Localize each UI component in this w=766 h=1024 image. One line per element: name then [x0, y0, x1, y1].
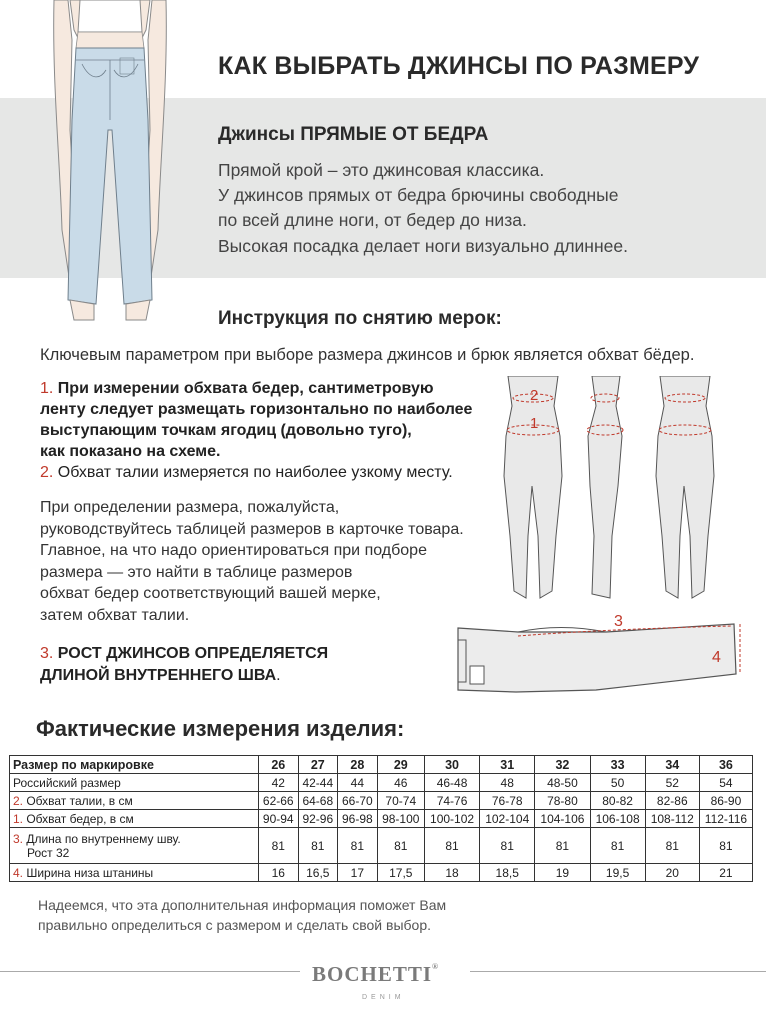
jeans-leg-diagram: [446, 610, 748, 710]
table-cell: 46-48: [424, 774, 479, 792]
model-jeans-illustration: [40, 0, 180, 340]
row-label-text: Обхват бедер, в см: [23, 811, 134, 826]
brand-logo: BOCHETTI®: [312, 962, 440, 986]
size-advice: При определении размера, пожалуйста, руководствуйтесь таблицей размеров в карточке товара. Главное, на что надо ориентироваться при подборе размера — это найти в таблице размеров обхват бедер соответствующий вашей мерке, затем обхват талии.: [40, 499, 464, 624]
table-cell: 66-70: [338, 792, 378, 810]
fit-description: [218, 158, 618, 233]
table-cell: 96-98: [338, 810, 378, 828]
table-cell: 76-78: [480, 792, 535, 810]
table-cell: 18: [424, 864, 479, 882]
row-label: [10, 864, 259, 882]
table-cell: 104-106: [535, 810, 590, 828]
size-header: 34: [645, 756, 699, 774]
table-cell: 81: [424, 828, 479, 864]
row-number: 1.: [13, 811, 24, 826]
table-cell: 62-66: [259, 792, 299, 810]
table-cell: 52: [645, 774, 699, 792]
table-cell: 106-108: [590, 810, 645, 828]
step-number: 1.: [40, 380, 54, 397]
size-header: 33: [590, 756, 645, 774]
key-parameter-text: Ключевым параметром при выборе размера джинсов и брюк является обхват бёдер.: [40, 346, 695, 364]
table-cell: 74-76: [424, 792, 479, 810]
fit-highlight: Высокая посадка делает ноги визуально длиннее.: [218, 236, 628, 256]
instructions-title: Инструкция по снятию мерок:: [218, 308, 502, 329]
page-title: КАК ВЫБРАТЬ ДЖИНСЫ ПО РАЗМЕРУ: [218, 52, 700, 80]
row-label-sub: Рост 32: [27, 845, 70, 860]
table-row: [10, 810, 753, 828]
table-cell: 18,5: [480, 864, 535, 882]
size-header: 30: [424, 756, 479, 774]
table-cell: 50: [590, 774, 645, 792]
size-header: 27: [298, 756, 338, 774]
desc-line: Прямой крой – это джинсовая классика.: [218, 160, 545, 180]
size-table: [9, 755, 753, 882]
divider-left: [0, 971, 300, 972]
row-label: [10, 792, 259, 810]
table-cell: 81: [535, 828, 590, 864]
table-cell: 81: [590, 828, 645, 864]
table-cell: 92-96: [298, 810, 338, 828]
table-row: [10, 774, 753, 792]
row-label-text: Российский размер: [13, 775, 121, 790]
table-cell: 81: [298, 828, 338, 864]
table-cell: 81: [377, 828, 424, 864]
table-cell: 54: [699, 774, 752, 792]
table-cell: 21: [699, 864, 752, 882]
table-cell: 82-86: [645, 792, 699, 810]
table-cell: 81: [338, 828, 378, 864]
step-number: 3.: [40, 645, 54, 662]
table-cell: 64-68: [298, 792, 338, 810]
table-cell: 20: [645, 864, 699, 882]
table-cell: 81: [259, 828, 299, 864]
size-header: 31: [480, 756, 535, 774]
desc-line: по всей длине ноги, от бедер до низа.: [218, 210, 527, 230]
row-number: 3.: [13, 831, 24, 846]
table-cell: 48: [480, 774, 535, 792]
table-row: [10, 792, 753, 810]
table-cell: 112-116: [699, 810, 752, 828]
size-header: 36: [699, 756, 752, 774]
table-cell: 16,5: [298, 864, 338, 882]
table-cell: 17: [338, 864, 378, 882]
step-1-hips: 1. При измерении обхвата бедер, сантиметровую ленту следует размещать горизонтально по наиболее выступающим точкам ягодиц (довольно туго), как показано на схеме. 2. Обхват талии измеряется по наиболее узкому месту.: [40, 380, 473, 481]
diagram-label-1: 1: [530, 415, 539, 432]
table-row: [10, 864, 753, 882]
row-number: 4.: [13, 865, 24, 880]
table-cell: 44: [338, 774, 378, 792]
diagram-label-2: 2: [530, 387, 539, 404]
table-header-label: Размер по маркировке: [10, 756, 259, 774]
table-cell: 102-104: [480, 810, 535, 828]
footer-note: Надеемся, что эта дополнительная информация поможет Вам правильно определиться с размером и сделать свой выбор.: [38, 897, 447, 933]
size-header: 28: [338, 756, 378, 774]
table-row: [10, 828, 753, 864]
divider-right: [470, 971, 766, 972]
body-measurement-figures: [488, 376, 728, 606]
table-cell: 81: [645, 828, 699, 864]
row-label: [10, 810, 259, 828]
table-header-row: [10, 756, 753, 774]
table-cell: 86-90: [699, 792, 752, 810]
table-cell: 19: [535, 864, 590, 882]
table-cell: 42: [259, 774, 299, 792]
measurements-title: Фактические измерения изделия:: [36, 716, 405, 741]
diagram-label-4: 4: [712, 649, 721, 666]
size-header: 26: [259, 756, 299, 774]
row-label-text: Ширина низа штанины: [23, 865, 154, 880]
table-cell: 81: [699, 828, 752, 864]
diagram-label-3: 3: [614, 613, 623, 630]
table-cell: 98-100: [377, 810, 424, 828]
row-label: [10, 774, 259, 792]
row-label: [10, 828, 259, 864]
brand-subline: DENIM: [362, 994, 405, 1001]
row-label-text: Длина по внутреннему шву.: [23, 831, 181, 846]
fit-subtitle: Джинсы ПРЯМЫЕ ОТ БЕДРА: [218, 124, 489, 145]
row-number: 2.: [13, 793, 24, 808]
table-cell: 19,5: [590, 864, 645, 882]
table-cell: 70-74: [377, 792, 424, 810]
table-cell: 108-112: [645, 810, 699, 828]
size-header: 29: [377, 756, 424, 774]
desc-line: У джинсов прямых от бедра брючины свободные: [218, 185, 619, 205]
table-cell: 16: [259, 864, 299, 882]
table-cell: 42-44: [298, 774, 338, 792]
table-cell: 17,5: [377, 864, 424, 882]
table-cell: 100-102: [424, 810, 479, 828]
table-cell: 81: [480, 828, 535, 864]
step-2-waist: 2. Обхват талии измеряется по наиболее узкому месту.: [40, 464, 453, 481]
row-label-text: Обхват талии, в см: [23, 793, 133, 808]
table-cell: 78-80: [535, 792, 590, 810]
step-3-inseam: 3. РОСТ ДЖИНСОВ ОПРЕДЕЛЯЕТСЯ ДЛИНОЙ ВНУТРЕННЕГО ШВА.: [40, 645, 329, 684]
table-cell: 90-94: [259, 810, 299, 828]
step-number: 2.: [40, 464, 54, 481]
size-header: 32: [535, 756, 590, 774]
table-cell: 46: [377, 774, 424, 792]
table-cell: 48-50: [535, 774, 590, 792]
table-cell: 80-82: [590, 792, 645, 810]
